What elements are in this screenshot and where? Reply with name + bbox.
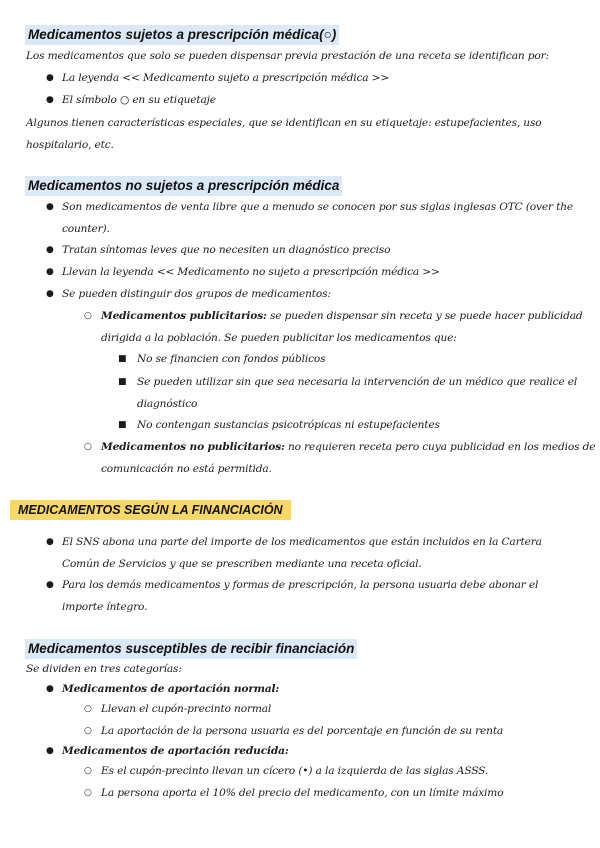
bullet-disc-icon: ● — [46, 289, 54, 299]
bullet-circle-icon: ○ — [84, 766, 92, 776]
subsublist-item: No contengan sustancias psicotrópicas ni estupefacientes — [137, 419, 440, 431]
term-publicitarios: Medicamentos publicitarios: — [101, 310, 267, 322]
bullet-disc-icon: ● — [46, 245, 54, 255]
bullet-disc-icon: ● — [46, 537, 54, 547]
term-no-publicitarios-desc: no requieren receta pero cuya publicidad en los medios de — [284, 441, 596, 453]
list-item: Tratan síntomas leves que no necesiten un diagnóstico preciso — [62, 244, 391, 256]
sublist-item-cont: comunicación no está permitida. — [101, 463, 272, 475]
bullet-disc-icon: ● — [46, 580, 54, 590]
list-item-cont: counter). — [62, 223, 110, 235]
sublist-item: La aportación de la persona usuaria es del porcentaje en función de su renta — [101, 725, 504, 737]
list-item: Para los demás medicamentos y formas de prescripción, la persona usuaria debe abonar el — [62, 579, 539, 591]
list-item-cont: importe íntegro. — [62, 601, 148, 613]
list-item-cont: Común de Servicios y que se prescriben mediante una receta oficial. — [62, 558, 422, 570]
subsublist-item-cont: diagnóstico — [137, 398, 198, 410]
term-publicitarios-desc: se pueden dispensar sin receta y se puede hacer publicidad — [266, 310, 583, 322]
bullet-disc-icon: ● — [46, 267, 54, 277]
bullet-square-icon: ■ — [118, 377, 127, 387]
section-heading-no-prescripcion: Medicamentos no sujetos a prescripción médica — [25, 176, 342, 196]
list-item: Se pueden distinguir dos grupos de medicamentos: — [62, 288, 331, 300]
term-no-publicitarios: Medicamentos no publicitarios: — [101, 441, 285, 453]
section-heading-financiacion: MEDICAMENTOS SEGÚN LA FINANCIACIÓN — [10, 500, 291, 520]
list-item: El SNS abona una parte del importe de los medicamentos que están incluidos en la Cartera — [62, 536, 542, 548]
sublist-item — [101, 309, 583, 323]
bullet-square-icon: ■ — [118, 354, 127, 364]
list-item: Son medicamentos de venta libre que a menudo se conocen por sus siglas inglesas OTC (over the — [62, 201, 574, 213]
bullet-circle-icon: ○ — [84, 311, 92, 321]
bullet-circle-icon: ○ — [84, 726, 92, 736]
subsublist-item: Se pueden utilizar sin que sea necesaria la intervención de un médico que realice el — [137, 376, 578, 388]
sublist-item — [101, 440, 595, 454]
bullet-disc-icon: ● — [46, 684, 54, 694]
sublist-item: Llevan el cupón-precinto normal — [101, 703, 272, 715]
list-item: El símbolo ○ en su etiquetaje — [62, 94, 216, 106]
paragraph-note-cont: hospitalario, etc. — [26, 139, 114, 151]
paragraph-note: Algunos tienen características especiales, que se identifican en su etiquetaje: estupefacientes, uso — [26, 117, 542, 129]
category-label: Medicamentos de aportación normal: — [62, 683, 280, 695]
bullet-circle-icon: ○ — [84, 442, 92, 452]
bullet-disc-icon: ● — [46, 95, 54, 105]
section-heading-susceptibles: Medicamentos susceptibles de recibir financiación — [25, 639, 357, 659]
bullet-disc-icon: ● — [46, 746, 54, 756]
sublist-item: Es el cupón-precinto llevan un cícero (•) a la izquierda de las siglas ASSS. — [101, 765, 489, 777]
subsublist-item: No se financien con fondos públicos — [137, 353, 326, 365]
bullet-circle-icon: ○ — [84, 704, 92, 714]
list-item: Llevan la leyenda << Medicamento no sujeto a prescripción médica >> — [62, 266, 440, 278]
sublist-item-cont: dirigida a la población. Se pueden publicitar los medicamentos que: — [101, 332, 457, 344]
paragraph-intro: Se dividen en tres categorías: — [26, 663, 182, 675]
section-heading-prescripcion: Medicamentos sujetos a prescripción médica(○) — [25, 25, 339, 45]
paragraph-intro: Los medicamentos que solo se pueden dispensar previa prestación de una receta se identifican por: — [26, 50, 549, 62]
bullet-disc-icon: ● — [46, 73, 54, 83]
category-label: Medicamentos de aportación reducida: — [62, 745, 289, 757]
bullet-square-icon: ■ — [118, 420, 127, 430]
list-item: La leyenda << Medicamento sujeto a prescripción médica >> — [62, 72, 390, 84]
bullet-circle-icon: ○ — [84, 788, 92, 798]
sublist-item: La persona aporta el 10% del precio del medicamento, con un límite máximo — [101, 787, 504, 799]
bullet-disc-icon: ● — [46, 202, 54, 212]
